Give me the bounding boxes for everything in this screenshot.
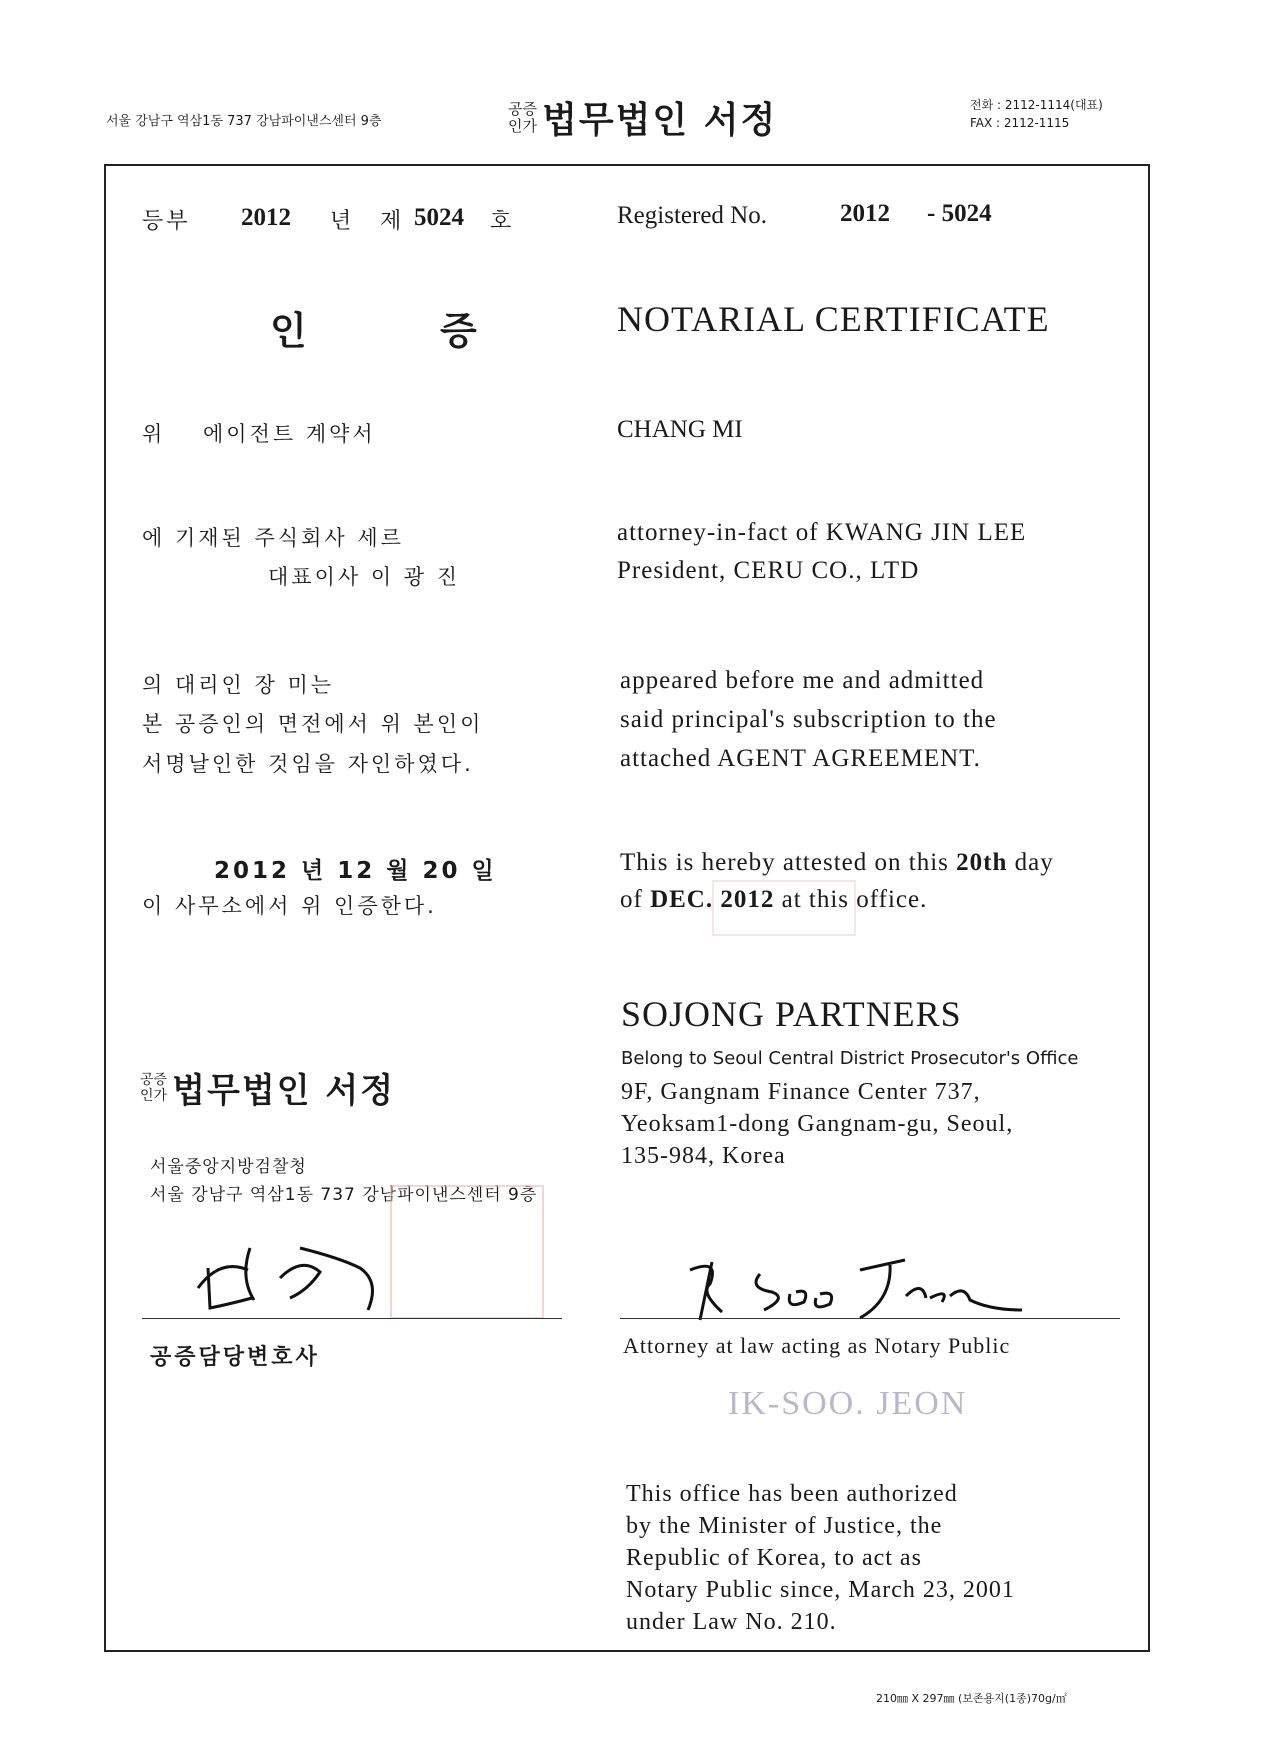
ko-firm-name: 법무법인 서정 — [172, 1071, 396, 1111]
ko-firm-prefix-top: 공증 — [140, 1071, 168, 1088]
reg-ko-no-suffix: 호 — [490, 209, 515, 234]
reg-ko-number: 5024 — [414, 204, 464, 231]
en-attest-post: day — [1007, 849, 1054, 876]
header-address: 서울 강남구 역삼1동 737 강남파이낸스센터 9층 — [106, 114, 382, 129]
en-auth-line4: Notary Public since, March 23, 2001 — [626, 1577, 1015, 1603]
header-firm-name: 법무법인 서정 — [542, 100, 778, 141]
korean-signature — [190, 1238, 390, 1318]
header-phone: 전화 : 2112-1114(대표) — [970, 98, 1103, 112]
title-ko-char1: 인 — [270, 309, 307, 353]
ko-address: 서울 강남구 역삼1동 737 강남파이낸스센터 9층 — [150, 1185, 538, 1205]
reg-ko-label: 등부 — [142, 209, 191, 234]
header-firm-title — [508, 92, 777, 143]
footer-paper-spec: 210㎜ X 297㎜ (보존용지(1종)70g/㎡ — [876, 1692, 1067, 1705]
header-prefix-bottom: 인가 — [508, 116, 537, 135]
english-signature — [660, 1240, 1040, 1330]
en-signature-line — [620, 1318, 1120, 1319]
header-prefix-top: 공증 — [508, 99, 537, 118]
ko-date-line: 2012 년 12 월 20 일 — [214, 858, 497, 884]
ko-prosecutor: 서울중앙지방검찰청 — [150, 1157, 307, 1177]
en-appeared-line1: appeared before me and admitted — [620, 667, 985, 694]
en-address2: Yeoksam1-dong Gangnam-gu, Seoul, — [621, 1111, 1014, 1137]
title-en: NOTARIAL CERTIFICATE — [617, 299, 1050, 339]
reg-ko-no-prefix: 제 — [380, 209, 405, 234]
en-attest-day: 20th — [956, 849, 1008, 876]
reg-ko-year: 2012 — [241, 204, 291, 231]
title-ko-char2: 증 — [440, 309, 477, 353]
ko-office-line: 이 사무소에서 위 인증한다. — [142, 894, 437, 918]
en-auth-line2: by the Minister of Justice, the — [626, 1513, 943, 1539]
ko-company-line2: 대표이사 이 광 진 — [268, 565, 461, 589]
en-auth-line5: under Law No. 210. — [626, 1609, 837, 1635]
en-address3: 135-984, Korea — [621, 1143, 786, 1169]
en-principal-line2: President, CERU CO., LTD — [617, 557, 920, 584]
ko-signature-line — [142, 1318, 562, 1319]
en-attest2-pre: of — [620, 886, 651, 913]
ko-agent-line2: 본 공증인의 면전에서 위 본인이 — [142, 712, 484, 736]
en-belong: Belong to Seoul Central District Prosecutor's Office — [621, 1048, 1079, 1069]
ko-firm-title — [140, 1063, 395, 1112]
en-attest2-date: DEC. 2012 — [650, 886, 775, 913]
ko-agent-line3: 서명날인한 것임을 자인하였다. — [142, 752, 474, 776]
en-principal-line1: attorney-in-fact of KWANG JIN LEE — [617, 519, 1027, 546]
en-attest-pre: This is hereby attested on this — [620, 849, 957, 876]
en-auth-line3: Republic of Korea, to act as — [626, 1545, 922, 1571]
header-fax: FAX : 2112-1115 — [970, 116, 1070, 130]
ko-doc-name: 에이전트 계약서 — [203, 422, 376, 446]
reg-ko-year-unit: 년 — [330, 209, 355, 234]
en-firm: SOJONG PARTNERS — [621, 994, 962, 1034]
reg-en-label: Registered No. — [617, 202, 767, 229]
ko-company-line1: 에 기재된 주식회사 세르 — [142, 526, 404, 550]
en-signer-role: Attorney at law acting as Notary Public — [623, 1333, 1011, 1358]
reg-en-year: 2012 — [840, 200, 890, 227]
en-appeared-line3: attached AGENT AGREEMENT. — [620, 745, 981, 772]
en-auth-line1: This office has been authorized — [626, 1481, 958, 1507]
en-signer-name-stamp: IK-SOO. JEON — [728, 1385, 968, 1422]
ko-firm-prefix-bottom: 인가 — [140, 1087, 168, 1104]
en-address1: 9F, Gangnam Finance Center 737, — [621, 1079, 981, 1105]
en-agent-name: CHANG MI — [617, 416, 743, 443]
en-appeared-line2: said principal's subscription to the — [620, 706, 997, 733]
ko-signer-title: 공증담당변호사 — [150, 1345, 320, 1370]
red-seal-stamp — [390, 1185, 544, 1319]
en-attest2-post: at this office. — [774, 886, 928, 913]
en-attest-line1 — [620, 849, 1054, 877]
ko-doc-prefix: 위 — [142, 422, 166, 446]
ko-agent-line1: 의 대리인 장 미는 — [142, 673, 335, 697]
reg-en-number: - 5024 — [927, 200, 992, 227]
en-attest-line2 — [620, 886, 927, 914]
